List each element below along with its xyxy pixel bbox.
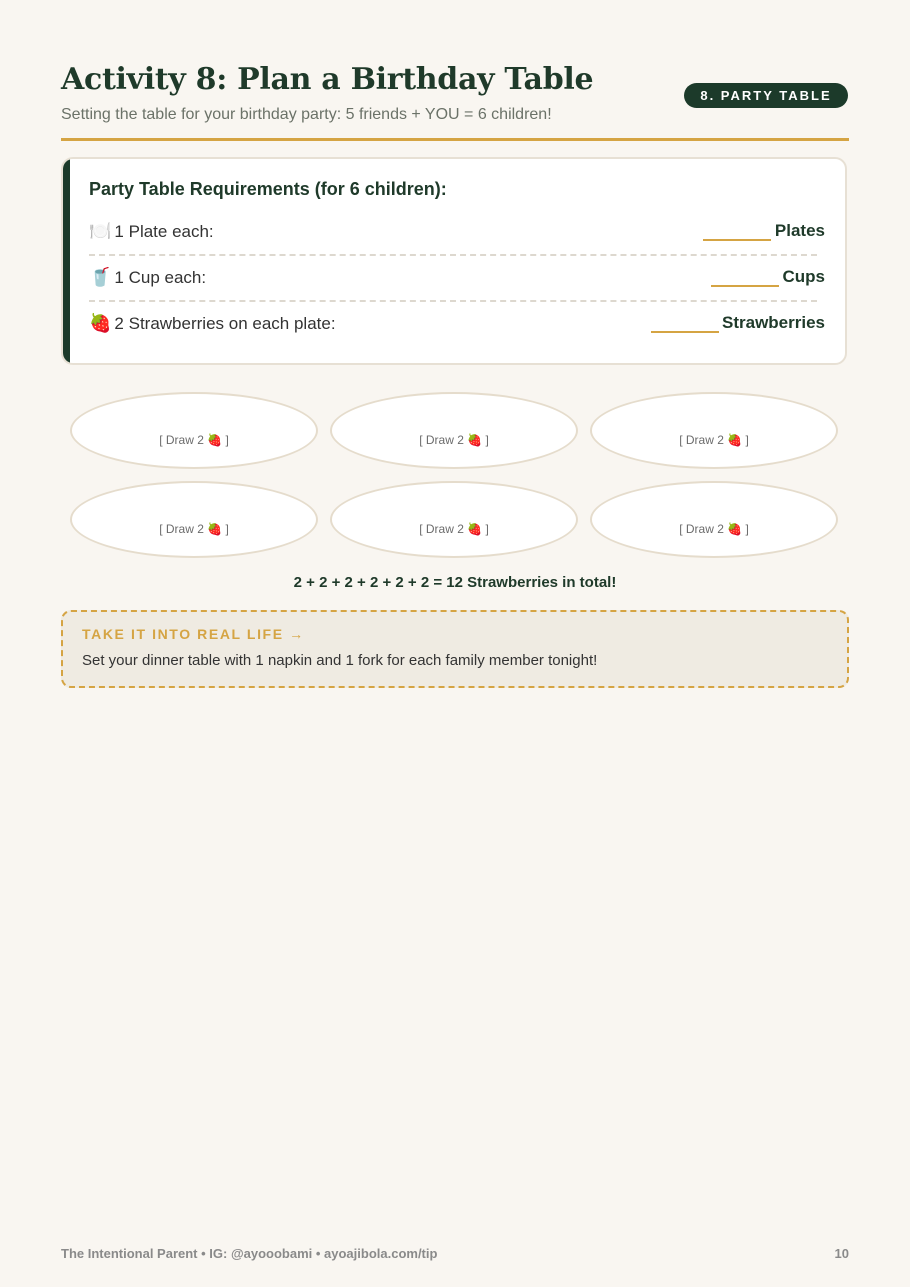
plate-drawing-slot[interactable]: [ Draw 2 🍓 ] [590, 481, 838, 558]
plate-drawing-slot[interactable]: [ Draw 2 🍓 ] [70, 392, 318, 469]
plate-drawing-slot[interactable]: [ Draw 2 🍓 ] [330, 392, 578, 469]
requirements-title: Party Table Requirements (for 6 children): [89, 179, 447, 199]
page-number: 10 [834, 1246, 849, 1261]
requirements-card [61, 157, 847, 365]
page-title: Activity 8: Plan a Birthday Table [61, 62, 594, 97]
strawberry-total: 2 + 2 + 2 + 2 + 2 + 2 = 12 Strawberries in total! [293, 574, 617, 591]
row-divider [89, 254, 817, 256]
activity-badge: 8. PARTY TABLE [684, 83, 848, 108]
requirement-unit: Plates [774, 221, 825, 240]
requirement-row-plates [89, 217, 825, 245]
plate-drawing-slot[interactable]: [ Draw 2 🍓 ] [590, 392, 838, 469]
answer-blank-cups[interactable] [711, 285, 779, 287]
footer-credit: The Intentional Parent • IG: @ayooobami • ayoajibola.com/tip [61, 1246, 438, 1261]
row-divider [89, 300, 817, 302]
answer-blank-plates[interactable] [703, 239, 771, 241]
real-life-tip-box [61, 610, 849, 688]
requirement-unit: Strawberries [722, 313, 825, 332]
strawberry-icon: 🍓 [89, 313, 112, 333]
requirement-label: 1 Cup each: [114, 267, 207, 287]
cup-icon: 🥤 [89, 267, 112, 287]
plate-icon: 🍽️ [89, 221, 112, 241]
requirement-unit: Cups [782, 267, 825, 286]
requirement-row-strawberries [89, 309, 825, 337]
plate-drawing-slot[interactable]: [ Draw 2 🍓 ] [330, 481, 578, 558]
requirement-label: 2 Strawberries on each plate: [114, 313, 336, 333]
page-subtitle: Setting the table for your birthday party: 5 friends + YOU = 6 children! [61, 106, 552, 123]
tip-body: Set your dinner table with 1 napkin and 1 fork for each family member tonight! [82, 652, 598, 669]
answer-blank-strawberries[interactable] [651, 331, 719, 333]
header-divider [61, 138, 849, 141]
requirement-label: 1 Plate each: [114, 221, 214, 241]
requirement-row-cups [89, 263, 825, 291]
tip-heading: TAKE IT INTO REAL LIFE → [82, 626, 305, 642]
plate-drawing-slot[interactable]: [ Draw 2 🍓 ] [70, 481, 318, 558]
card-accent-bar [63, 159, 70, 363]
